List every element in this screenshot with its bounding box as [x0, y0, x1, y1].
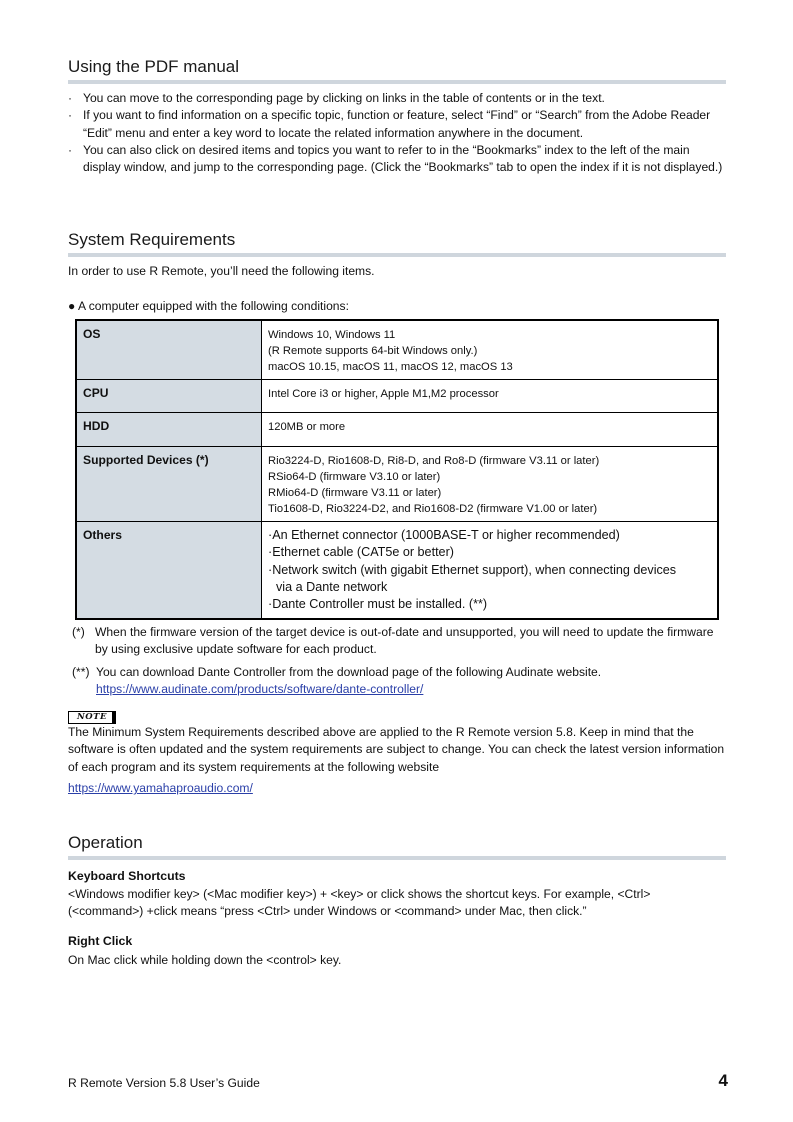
note-text: The Minimum System Requirements described above are applied to the R Remote version 5.8. Keep in mind that the software is often updated and the system requirements are subject to change. You can check the latest version information of each program and its system requirements at the following website — [68, 725, 725, 774]
section-title-operation: Operation — [68, 833, 726, 860]
section-title-system-requirements: System Requirements — [68, 230, 726, 257]
section-title-pdf-manual: Using the PDF manual — [68, 57, 726, 84]
row-value-others: ·An Ethernet connector (1000BASE-T or higher recommended) ·Ethernet cable (CAT5e or better) ·Network switch (with gigabit Ethernet support), when connecting devices via a Dante network ·Dante Controller must be installed. (**) — [262, 522, 719, 619]
table-row — [76, 380, 718, 413]
table-row — [76, 320, 718, 380]
row-label-devices: Supported Devices (*) — [76, 447, 262, 522]
row-value-cpu: Intel Core i3 or higher, Apple M1,M2 processor — [262, 380, 719, 413]
row-label-cpu: CPU — [76, 380, 262, 413]
requirements-intro: In order to use R Remote, you’ll need the following items. — [68, 264, 375, 278]
page-number: 4 — [718, 1071, 728, 1090]
footer-doc-title: R Remote Version 5.8 User’s Guide — [68, 1076, 260, 1090]
table-row — [76, 413, 718, 447]
note-badge: NOTE — [68, 711, 116, 724]
footnote-firmware: (*) When the firmware version of the target device is out-of-date and unsupported, you will need to update the firmware by using exclusive update software for each product. — [72, 625, 714, 657]
list-item: · If you want to find information on a specific topic, function or feature, select “Find” or “Search” from the Adobe Reader “Edit” menu and enter a key word to locate the related information anywhere in the document. — [68, 108, 711, 140]
row-label-os: OS — [76, 320, 262, 380]
row-value-hdd: 120MB or more — [262, 413, 719, 447]
table-row — [76, 522, 718, 619]
right-click-heading: Right Click — [68, 934, 133, 948]
right-click-text: On Mac click while holding down the <control> key. — [68, 953, 342, 967]
requirements-table — [75, 319, 719, 620]
footnote-dante-controller: (**) You can download Dante Controller from the download page of the following Audinate website. https://www.audinate.com/products/software/dante-controller/ — [72, 665, 602, 697]
row-value-devices: Rio3224-D, Rio1608-D, Ri8-D, and Ro8-D (firmware V3.11 or later) RSio64-D (firmware V3.10 or later) RMio64-D (firmware V3.11 or later) Tio1608-D, Rio3224-D2, and Rio1608-D2 (firmware V1.00 or later) — [262, 447, 719, 522]
keyboard-shortcuts-heading: Keyboard Shortcuts — [68, 869, 186, 883]
note-link-line — [68, 780, 728, 797]
table-row — [76, 447, 718, 522]
pdf-tips-list — [68, 90, 728, 176]
keyboard-shortcuts-text: <Windows modifier key> (<Mac modifier key>) + <key> or click shows the shortcut keys. For example, <Ctrl> (<command>) +click means “press <Ctrl> under Windows or <command> under Mac, then click.” — [68, 887, 651, 919]
computer-conditions-lead: ● A computer equipped with the following conditions: — [68, 299, 349, 313]
audinate-link[interactable]: https://www.audinate.com/products/software/dante-controller/ — [96, 682, 424, 697]
list-item: · You can also click on desired items and topics you want to refer to in the “Bookmarks” index to the left of the main display window, and jump to the corresponding page. (Click the “Bookmarks” tab to open the index if it is not displayed.) — [68, 142, 723, 175]
row-label-others: Others — [76, 522, 262, 619]
row-label-hdd: HDD — [76, 413, 262, 447]
list-item: · You can move to the corresponding page by clicking on links in the table of contents or in the text. — [68, 91, 605, 105]
yamaha-pro-audio-link[interactable]: https://www.yamahaproaudio.com/ — [68, 781, 253, 795]
row-value-os: Windows 10, Windows 11 (R Remote supports 64-bit Windows only.) macOS 10.15, macOS 11, macOS 12, macOS 13 — [262, 320, 719, 380]
